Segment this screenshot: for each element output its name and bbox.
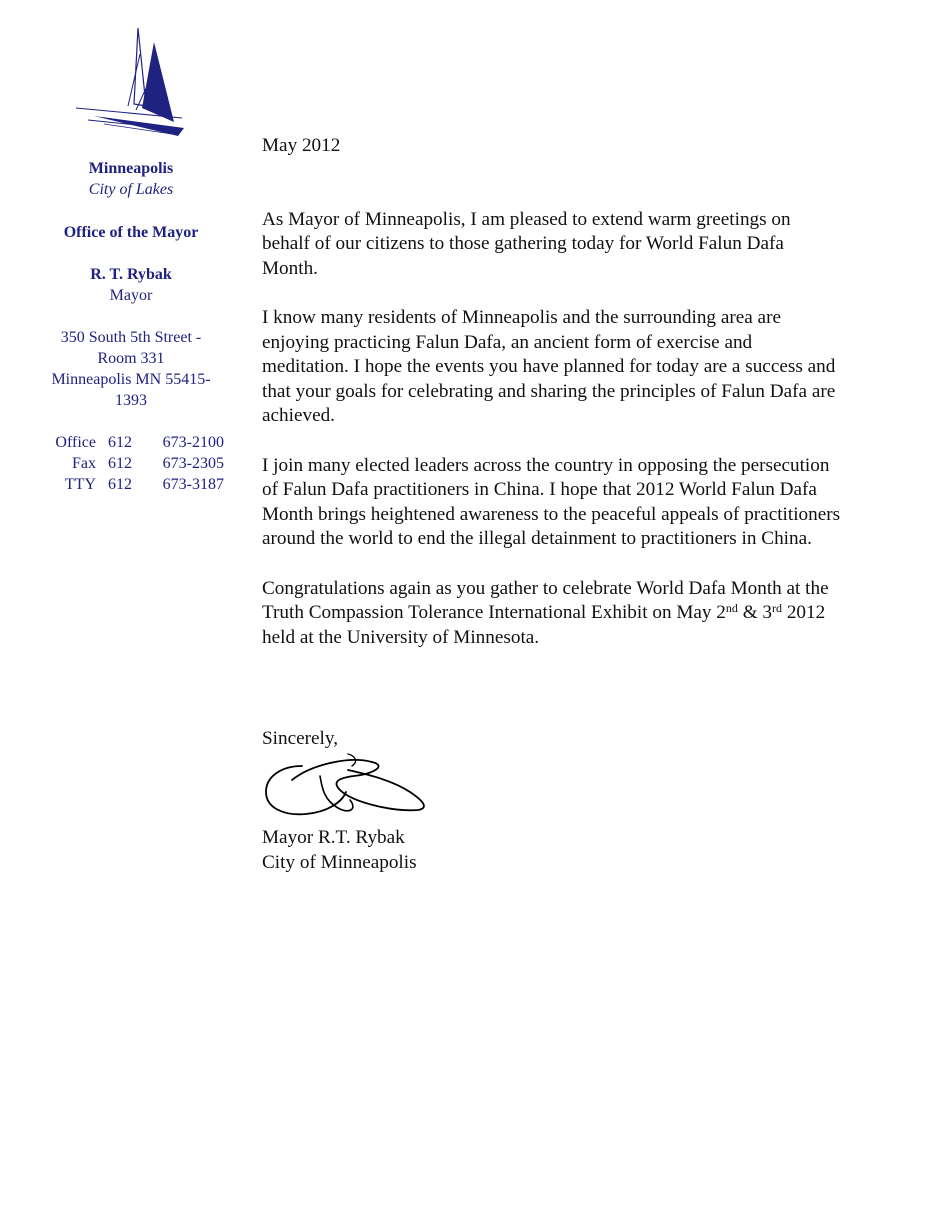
address-line: 350 South 5th Street - (60, 329, 202, 346)
mayor-title: Mayor (109, 287, 153, 304)
phone-type: TTY (64, 476, 96, 493)
phone-number: 673-2100 (162, 434, 224, 451)
phone-area-code: 612 (108, 455, 132, 472)
mayor-name: R. T. Rybak (90, 266, 172, 283)
final-text-mid: & 3 (737, 602, 773, 624)
letter-paragraph: I know many residents of Minneapolis and the surrounding area are enjoying practicing Falun Dafa, an ancient form of exercise and meditation. I hope the events you have planned for today are a success and that your goals for celebrating and sharing the principles of Falun Dafa are achieved. (262, 306, 836, 427)
office-title: Office of the Mayor (63, 224, 199, 241)
address-line: 1393 (115, 392, 147, 409)
ordinal-suffix: rd (772, 601, 783, 616)
phone-list (30, 432, 232, 495)
letter-closing: Sincerely, (262, 728, 339, 749)
ordinal-suffix: nd (725, 601, 738, 616)
letter-paragraph: As Mayor of Minneapolis, I am pleased to extend warm greetings on behalf of our citizens to those gathering today for World Falun Dafa Month. (262, 208, 791, 279)
city-block (30, 158, 232, 200)
phone-row-fax (30, 453, 232, 474)
handwritten-signature (262, 752, 428, 824)
phone-row-tty (30, 474, 232, 495)
mayor-block (30, 264, 232, 306)
signer-name: Mayor R.T. Rybak (262, 827, 405, 848)
city-name: Minneapolis (88, 160, 174, 177)
letter-body (262, 134, 842, 675)
letter-paragraph-final (262, 577, 842, 651)
phone-number: 673-2305 (162, 455, 224, 472)
sailboat-logo-icon (74, 24, 192, 138)
final-text-after: 2012 held at the University of Minnesota. (262, 602, 826, 648)
signer-org: City of Minneapolis (262, 851, 417, 873)
address-line: Minneapolis MN 55415- (51, 371, 211, 388)
phone-type: Office (55, 434, 96, 451)
phone-area-code: 612 (108, 434, 132, 451)
city-tagline: City of Lakes (88, 181, 174, 198)
phone-number: 673-3187 (162, 476, 224, 493)
signer-block (262, 826, 417, 875)
address-block (30, 327, 232, 411)
final-text-before: Congratulations again as you gather to celebrate World Dafa Month at the Truth Compassion Tolerance International Exhibit on May 2 (262, 577, 829, 624)
letter-date: May 2012 (262, 135, 341, 156)
phone-area-code: 612 (108, 476, 132, 493)
address-line: Room 331 (97, 350, 165, 367)
phone-row-office (30, 432, 232, 453)
phone-type: Fax (72, 455, 96, 472)
letter-paragraph: I join many elected leaders across the country in opposing the persecution of Falun Dafa practitioners in China. I hope that 2012 World Falun Dafa Month brings heightened awareness to the peaceful appeals of practitioners around the world to end the illegal detainment to practitioners in China. (262, 454, 841, 550)
